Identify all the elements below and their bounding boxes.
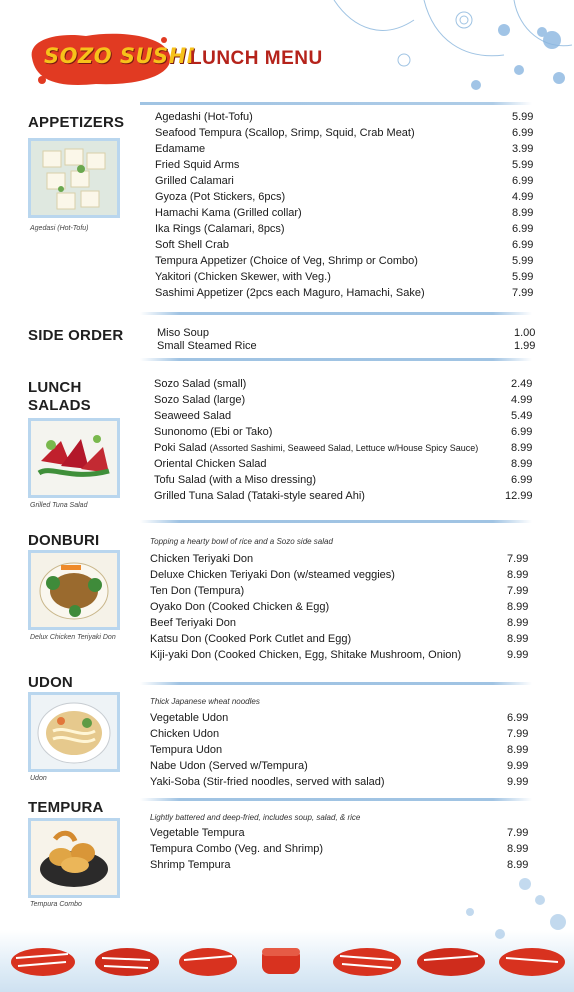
item-price: 8.99 — [511, 458, 533, 470]
menu-item: Shrimp Tempura — [150, 859, 231, 871]
item-name: Poki Salad — [154, 442, 207, 454]
item-price: 8.99 — [507, 569, 529, 581]
item-price: 8.99 — [507, 859, 529, 871]
menu-item — [155, 270, 331, 285]
menu-item: Miso Soup — [157, 327, 209, 339]
sushi-icon — [496, 938, 568, 978]
menu-item: Beef Teriyaki Don — [150, 617, 237, 629]
item-price: 7.99 — [507, 585, 529, 597]
item-price: 4.99 — [511, 394, 533, 406]
divider — [140, 358, 532, 361]
item-price: 8.99 — [512, 207, 534, 219]
item-price: 5.99 — [512, 111, 534, 123]
item-price: 3.99 — [512, 143, 534, 155]
item-note: (Assorted Sashimi, Seaweed Salad, Lettuce w/House Spicy Sauce) — [209, 443, 479, 453]
menu-item — [155, 222, 285, 237]
menu-item: Grilled Tuna Salad (Tataki-style seared Ahi) — [154, 490, 365, 502]
menu-item: Kiji-yaki Don (Cooked Chicken, Egg, Shitake Mushroom, Onion) — [150, 649, 462, 661]
menu-item — [155, 190, 285, 205]
item-price: 8.99 — [511, 442, 533, 454]
divider — [140, 312, 532, 315]
photo-donburi — [28, 550, 120, 630]
sushi-icon — [176, 938, 240, 978]
sushi-icon — [330, 938, 404, 978]
menu-item: Tofu Salad (with a Miso dressing) — [154, 474, 317, 486]
menu-item: Sozo Salad (large) — [154, 394, 246, 406]
photo-tuna-salad — [28, 418, 120, 498]
item-name: Agedashi (Hot-Tofu) — [155, 111, 253, 123]
item-price: 5.99 — [512, 159, 534, 171]
item-price: 1.00 — [514, 327, 536, 339]
item-name: Yakitori (Chicken Skewer, with Veg.) — [155, 271, 331, 283]
section-subtitle: Lightly battered and deep-fried, includes soup, salad, & rice — [150, 813, 361, 822]
section-title-side-order: SIDE ORDER — [28, 327, 124, 344]
photo-caption: Delux Chicken Teriyaki Don — [30, 634, 116, 641]
item-price: 12.99 — [505, 490, 533, 502]
menu-item: Chicken Teriyaki Don — [150, 553, 254, 565]
item-price: 8.99 — [507, 601, 529, 613]
menu-item: Oyako Don (Cooked Chicken & Egg) — [150, 601, 330, 613]
item-name: Hamachi Kama (Grilled collar) — [155, 207, 302, 219]
section-title-lunch: LUNCH — [28, 379, 82, 396]
photo-udon — [28, 692, 120, 772]
section-subtitle: Topping a hearty bowl of rice and a Sozo side salad — [150, 537, 333, 546]
divider — [140, 520, 532, 523]
photo-agedashi — [28, 138, 120, 218]
item-price: 6.99 — [511, 426, 533, 438]
menu-item — [155, 110, 253, 125]
menu-item: Tempura Udon — [150, 744, 223, 756]
item-price: 8.99 — [507, 633, 529, 645]
menu-item: Seaweed Salad — [154, 410, 232, 422]
section-title-appetizers: APPETIZERS — [28, 114, 125, 131]
menu-item — [155, 126, 415, 141]
sushi-icon — [92, 938, 162, 978]
section-title-tempura: TEMPURA — [28, 799, 104, 816]
item-price: 9.99 — [507, 760, 529, 772]
item-price: 7.99 — [512, 287, 534, 299]
sushi-icon — [8, 938, 78, 978]
item-name: Tempura Appetizer (Choice of Veg, Shrimp or Combo) — [155, 255, 418, 267]
menu-item: Sozo Salad (small) — [154, 378, 247, 390]
menu-item: Yaki-Soba (Stir-fried noodles, served with salad) — [150, 776, 385, 788]
menu-item: Small Steamed Rice — [157, 340, 257, 352]
item-price: 2.49 — [511, 378, 533, 390]
item-name: Soft Shell Crab — [155, 239, 229, 251]
item-name: Seafood Tempura (Scallop, Srimp, Squid, Crab Meat) — [155, 127, 415, 139]
menu-item: Nabe Udon (Served w/Tempura) — [150, 760, 308, 772]
divider — [140, 798, 532, 801]
divider — [140, 102, 532, 105]
section-title-udon: UDON — [28, 674, 73, 691]
menu-item — [155, 254, 418, 269]
menu-item: Vegetable Udon — [150, 712, 229, 724]
item-price: 6.99 — [511, 474, 533, 486]
item-price: 1.99 — [514, 340, 536, 352]
item-price: 6.99 — [512, 223, 534, 235]
item-price: 7.99 — [507, 827, 529, 839]
menu-item: Oriental Chicken Salad — [154, 458, 267, 470]
item-name: Grilled Calamari — [155, 175, 234, 187]
logo-text: SOZO SUSHI — [44, 44, 196, 68]
menu-item — [155, 174, 234, 189]
menu-item — [155, 206, 302, 221]
section-subtitle: Thick Japanese wheat noodles — [150, 697, 260, 706]
item-price: 7.99 — [507, 553, 529, 565]
item-price: 5.49 — [511, 410, 533, 422]
menu-item: Katsu Don (Cooked Pork Cutlet and Egg) — [150, 633, 352, 645]
sushi-icon — [414, 938, 488, 978]
menu-item — [155, 158, 239, 173]
item-price: 5.99 — [512, 271, 534, 283]
item-price: 5.99 — [512, 255, 534, 267]
section-title-salads: SALADS — [28, 397, 91, 414]
menu-item: Vegetable Tempura — [150, 827, 245, 839]
floral-decoration — [314, 0, 574, 110]
menu-item — [155, 238, 229, 253]
menu-item: Tempura Combo (Veg. and Shrimp) — [150, 843, 324, 855]
item-price: 9.99 — [507, 776, 529, 788]
sushi-icon — [256, 938, 306, 978]
menu-item: Chicken Udon — [150, 728, 220, 740]
item-price: 7.99 — [507, 728, 529, 740]
item-price: 8.99 — [507, 744, 529, 756]
menu-item — [155, 286, 425, 301]
photo-caption: Agedasi (Hot-Tofu) — [30, 225, 89, 232]
item-price: 6.99 — [512, 127, 534, 139]
item-price: 6.99 — [507, 712, 529, 724]
item-name: Fried Squid Arms — [155, 159, 240, 171]
item-name: Sashimi Appetizer (2pcs each Maguro, Hamachi, Sake) — [155, 287, 425, 299]
menu-item: Sunonomo (Ebi or Tako) — [154, 426, 273, 438]
item-price: 4.99 — [512, 191, 534, 203]
item-price: 6.99 — [512, 175, 534, 187]
page-title: LUNCH MENU — [190, 48, 323, 69]
menu-item: Ten Don (Tempura) — [150, 585, 245, 597]
menu-item: Deluxe Chicken Teriyaki Don (w/steamed veggies) — [150, 569, 395, 581]
item-price: 8.99 — [507, 843, 529, 855]
menu-item — [154, 441, 478, 456]
divider — [140, 682, 532, 685]
photo-caption: Tempura Combo — [30, 901, 82, 908]
section-title-donburi: DONBURI — [28, 532, 100, 549]
photo-caption: Grilled Tuna Salad — [30, 502, 88, 509]
item-name: Edamame — [155, 143, 206, 155]
item-price: 8.99 — [507, 617, 529, 629]
menu-item — [155, 142, 205, 157]
item-price: 6.99 — [512, 239, 534, 251]
item-price: 9.99 — [507, 649, 529, 661]
photo-caption: Udon — [30, 775, 47, 782]
item-name: Ika Rings (Calamari, 8pcs) — [155, 223, 285, 235]
item-name: Gyoza (Pot Stickers, 6pcs) — [155, 191, 286, 203]
